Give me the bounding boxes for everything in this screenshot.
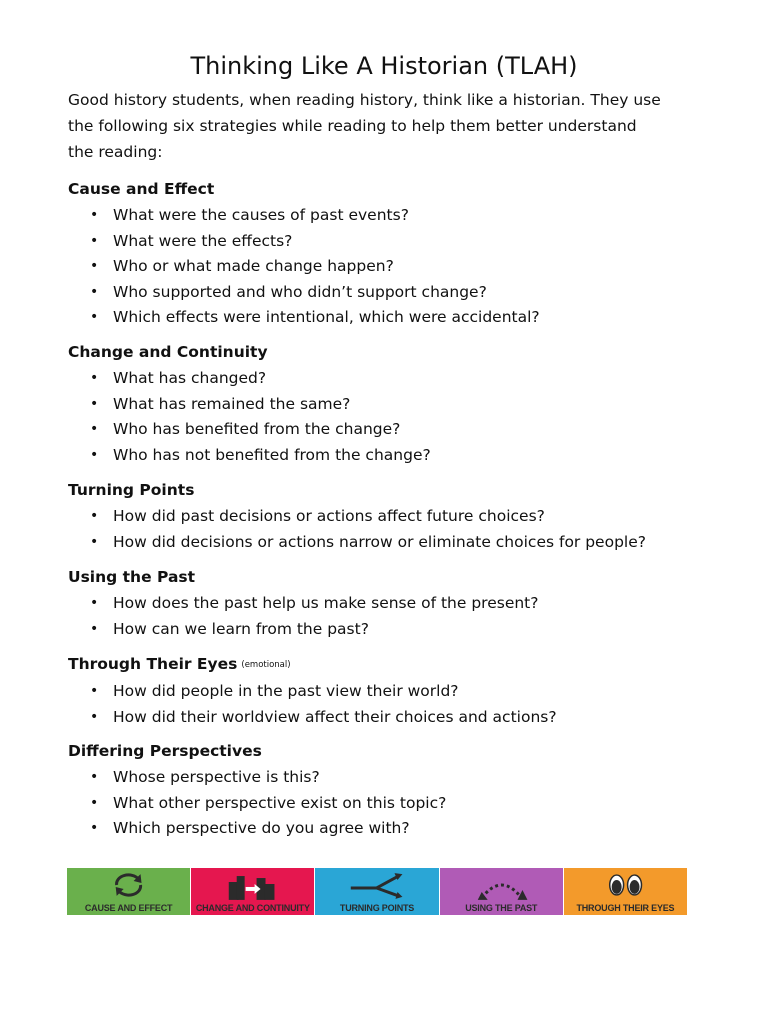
item-text: Who has not benefited from the change?	[113, 445, 431, 464]
heading-text: Change and Continuity	[68, 343, 268, 361]
list-item	[68, 366, 728, 392]
banner-panel-turning-points	[315, 868, 439, 915]
section-heading	[68, 565, 728, 589]
banner-label: CHANGE AND CONTINUITY	[195, 903, 310, 913]
item-text: Which perspective do you agree with?	[113, 819, 410, 837]
list-item	[68, 254, 728, 280]
bullet: •	[90, 595, 99, 611]
item-text: How did their worldview affect their choices and actions?	[113, 707, 557, 726]
heading-text: Through Their Eyes	[68, 655, 238, 673]
item-text: What were the effects?	[113, 231, 293, 250]
bullet: •	[90, 683, 99, 699]
item-text: What were the causes of past events?	[113, 206, 409, 224]
banner-label: THROUGH THEIR EYES	[576, 903, 675, 913]
section-through-their-eyes	[68, 652, 728, 730]
list-item	[68, 305, 728, 331]
section-heading	[68, 652, 728, 677]
list-item	[68, 530, 728, 556]
section-turning-points	[68, 478, 728, 555]
item-text: How did decisions or actions narrow or eliminate choices for people?	[113, 532, 646, 551]
item-text: Who supported and who didn’t support change?	[113, 282, 487, 301]
bullet: •	[90, 620, 99, 637]
list-item	[68, 765, 728, 791]
list-item	[68, 443, 728, 469]
question-list	[68, 504, 728, 555]
item-text: Who has benefited from the change?	[113, 420, 401, 438]
branching-arrows-icon	[315, 868, 438, 900]
bullet: •	[90, 309, 99, 325]
section-heading	[68, 478, 728, 502]
bullet: •	[90, 232, 99, 249]
bullet: •	[90, 820, 99, 836]
section-change-and-continuity	[68, 340, 728, 468]
heading-text: Cause and Effect	[68, 180, 215, 198]
bullet: •	[90, 370, 99, 386]
item-text: How did people in the past view their world?	[113, 682, 459, 700]
section-differing-perspectives	[68, 739, 728, 842]
intro-line: Good history students, when reading history, think like a historian. They use	[68, 91, 661, 109]
list-item	[68, 816, 728, 842]
bullet: •	[90, 258, 99, 274]
question-list	[68, 366, 728, 468]
section-heading	[68, 177, 728, 201]
section-heading	[68, 340, 728, 364]
section-cause-and-effect	[68, 177, 728, 331]
list-item	[68, 280, 728, 306]
item-text: What has changed?	[113, 369, 267, 387]
list-item	[68, 229, 728, 255]
heading-note: (emotional)	[241, 660, 291, 670]
list-item	[68, 791, 728, 817]
intro-line: the following six strategies while reading to help them better understand	[68, 117, 637, 135]
section-heading	[68, 739, 728, 763]
item-text: What other perspective exist on this topic?	[113, 793, 447, 812]
dotted-arc-icon	[440, 868, 563, 900]
list-item	[68, 203, 728, 229]
banner-label: TURNING POINTS	[339, 903, 415, 913]
page-title: Thinking Like A Historian (TLAH)	[190, 52, 578, 80]
question-list	[68, 679, 728, 730]
banner-panel-using-the-past	[440, 868, 564, 915]
heading-text: Differing Perspectives	[68, 742, 262, 760]
list-item	[68, 504, 728, 530]
item-text: How did past decisions or actions affect future choices?	[113, 507, 545, 525]
eyes-icon	[564, 868, 687, 900]
item-text: What has remained the same?	[113, 394, 351, 413]
banner-label: CAUSE AND EFFECT	[84, 903, 173, 913]
list-item	[68, 679, 728, 705]
bullet: •	[90, 508, 99, 524]
item-text: Which effects were intentional, which were accidental?	[113, 308, 540, 326]
bullet: •	[90, 421, 99, 437]
question-list	[68, 591, 728, 642]
banner-panel-change-and-continuity	[191, 868, 315, 915]
list-item	[68, 617, 728, 643]
bullet: •	[90, 395, 99, 412]
cycle-arrows-icon	[67, 868, 190, 900]
intro-line: the reading:	[68, 143, 163, 161]
item-text: How does the past help us make sense of the present?	[113, 594, 539, 612]
list-item	[68, 392, 728, 418]
item-text: How can we learn from the past?	[113, 619, 369, 638]
list-item	[68, 417, 728, 443]
banner-panel-cause-and-effect	[67, 868, 191, 915]
bullet: •	[90, 769, 99, 785]
list-item	[68, 591, 728, 617]
intro-paragraph	[68, 87, 718, 165]
banner-label: USING THE PAST	[465, 903, 538, 913]
bullet: •	[90, 283, 99, 300]
bullet: •	[90, 708, 99, 725]
heading-text: Using the Past	[68, 568, 196, 586]
tlah-banner	[67, 868, 687, 915]
bullet: •	[90, 207, 99, 223]
banner-panel-through-their-eyes	[564, 868, 687, 915]
bullet: •	[90, 794, 99, 811]
item-text: Whose perspective is this?	[113, 768, 320, 786]
question-list	[68, 765, 728, 842]
bullet: •	[90, 533, 99, 550]
bullet: •	[90, 446, 99, 463]
buildings-arrow-icon	[191, 868, 314, 900]
list-item	[68, 705, 728, 731]
section-using-the-past	[68, 565, 728, 642]
item-text: Who or what made change happen?	[113, 257, 394, 275]
heading-text: Turning Points	[68, 481, 195, 499]
question-list	[68, 203, 728, 331]
